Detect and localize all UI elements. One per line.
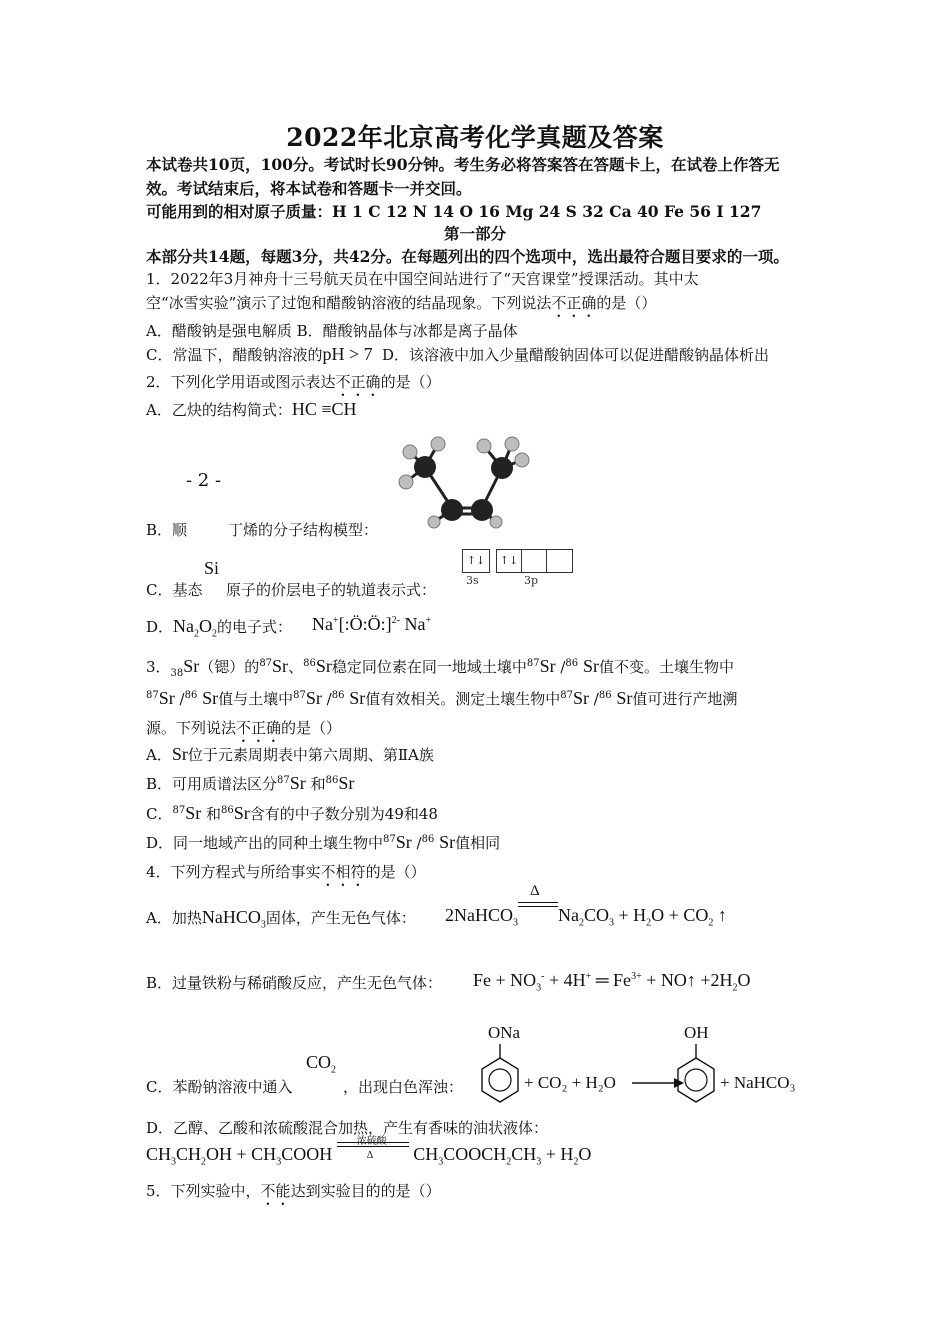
co2-label: $CO_2$	[306, 1052, 337, 1076]
benzene-ring-2	[678, 1058, 714, 1102]
intro-line-1: 本试卷共10页，100分。考试时长90分钟。考生务必将答案答在答题卡上，在试卷上作答无	[146, 155, 780, 174]
q3-line3: 源。下列说法不正确的是（）	[146, 719, 342, 737]
reactants-text: + CO₂ + H₂O	[524, 1073, 616, 1092]
q1-option-d: D．该溶液中加入少量醋酸钠固体可以促进醋酸钠晶体析出	[382, 346, 770, 364]
q3-option-c: C．$^{87}$Sr 和$^{86}$Sr含有的中子数分别为49和48	[146, 803, 438, 823]
q1-option-c: C．常温下，醋酸钠溶液的pH > 7	[146, 344, 373, 364]
intro-line-2: 效。考试结束后，将本试卷和答题卡一并交回。	[146, 179, 472, 198]
page-title: 2022年北京高考化学真题及答案	[286, 123, 664, 152]
q1-option-ab: A．醋酸钠是强电解质 B．醋酸钠晶体与冰都是离子晶体	[146, 322, 518, 340]
q2-option-a: A．乙炔的结构简式：HC ≡CH	[146, 399, 357, 419]
q4-option-d: D．乙醇、乙酸和浓硫酸混合加热，产生有香味的油状液体：	[146, 1119, 549, 1137]
q3-option-a: A．Sr位于元素周期表中第六周期、第ⅡA族	[146, 744, 434, 764]
si-symbol: Si	[204, 558, 220, 578]
q4-stem: 4．下列方程式与所给事实不相符的是（）	[146, 863, 426, 881]
na2o2-electron-formula: Na+[:Ö:Ö:]$^{2-}$ Na+	[312, 614, 432, 634]
part1-heading: 第一部分	[443, 224, 506, 243]
page-marker: - 2 -	[186, 470, 222, 491]
atomic-masses: 可能用到的相对原子质量：H 1 C 12 N 14 O 16 Mg 24 S 32 Ca 40 Fe 56 I 127	[146, 202, 762, 221]
q2-option-c-b: 原子的价层电子的轨道表示式：	[226, 581, 437, 599]
part1-instruction: 本部分共14题，每题3分，共42分。在每题列出的四个选项中，选出最符合题目要求的一项。	[146, 247, 789, 266]
q4-equation-a: 2NaHCO$_3$ Δ $Na_2CO_3 + H_2O + CO_2$ ↑	[445, 883, 727, 929]
q4-equation-d: $CH_3CH_2OH$ + $CH_3COOH$ 浓硫酸 Δ $CH_3COOCH_2CH_3 + H_2O$	[146, 1136, 592, 1168]
q4-option-c-a: C．苯酚钠溶液中通入	[146, 1078, 293, 1096]
oh-label: OH	[684, 1023, 709, 1042]
q2-stem: 2．下列化学用语或图示表达不正确的是（）	[146, 373, 441, 391]
benzene-ring-1	[482, 1058, 518, 1102]
q2-option-b-a: B．顺	[146, 521, 188, 539]
orbital-3p-label: 3p	[524, 574, 539, 587]
orbital-3s-box: ↑↓	[462, 549, 490, 573]
cis-butene-ball-stick-model	[392, 430, 542, 540]
q2-option-d: D．$Na_2O_2$的电子式：	[146, 616, 293, 640]
q3-line2: $^{87}$Sr /$^{86}$ Sr值与土壤中$^{87}$Sr /$^{86}$ Sr值有效相关。测定土壤生物中$^{87}$Sr /$^{86}$ Sr值可进行产地溯	[146, 688, 738, 708]
ona-label: ONa	[488, 1023, 521, 1042]
q3-option-b: B．可用质谱法区分$^{87}$Sr 和$^{86}$Sr	[146, 773, 355, 793]
q2-option-c-a: C．基态	[146, 581, 203, 599]
q4-option-a: A．加热NaHCO$_3$固体，产生无色气体：	[146, 907, 416, 931]
q5-stem: 5．下列实验中，不能达到实验目的的是（）	[146, 1182, 441, 1200]
q4-option-c-b: ，出现白色浑浊：	[343, 1078, 464, 1096]
q1-stem-line2: 空“冰雪实验”演示了过饱和醋酸钠溶液的结晶现象。下列说法不正确的是（）	[146, 294, 657, 312]
q4-equation-b: $Fe + NO_3^- + 4H^+$ ═ $Fe^{3+}$ + NO↑ $+2H_2O$	[473, 970, 751, 994]
q3-line1: 3．$_{38}$Sr（锶）的$^{87}$Sr、$^{86}$Sr稳定同位素在同一地域土壤中$^{87}$Sr /$^{86}$ Sr值不变。土壤生物中	[146, 656, 734, 679]
q2-option-b-b: 丁烯的分子结构模型：	[228, 521, 379, 539]
q3-option-d: D．同一地域产出的同种土壤生物中$^{87}$Sr /$^{86}$ Sr值相同	[146, 832, 501, 852]
products-text: + NaHCO₃	[720, 1073, 796, 1092]
q1-stem-line1: 1．2022年3月神舟十三号航天员在中国空间站进行了“天宫课堂”授课活动。其中太	[146, 270, 699, 288]
phenoxide-reaction-scheme	[470, 1020, 810, 1106]
orbital-3p-box: ↑↓	[496, 549, 573, 573]
q4-option-b: B．过量铁粉与稀硝酸反应，产生无色气体：	[146, 974, 443, 992]
orbital-3s-label: 3s	[466, 574, 479, 587]
